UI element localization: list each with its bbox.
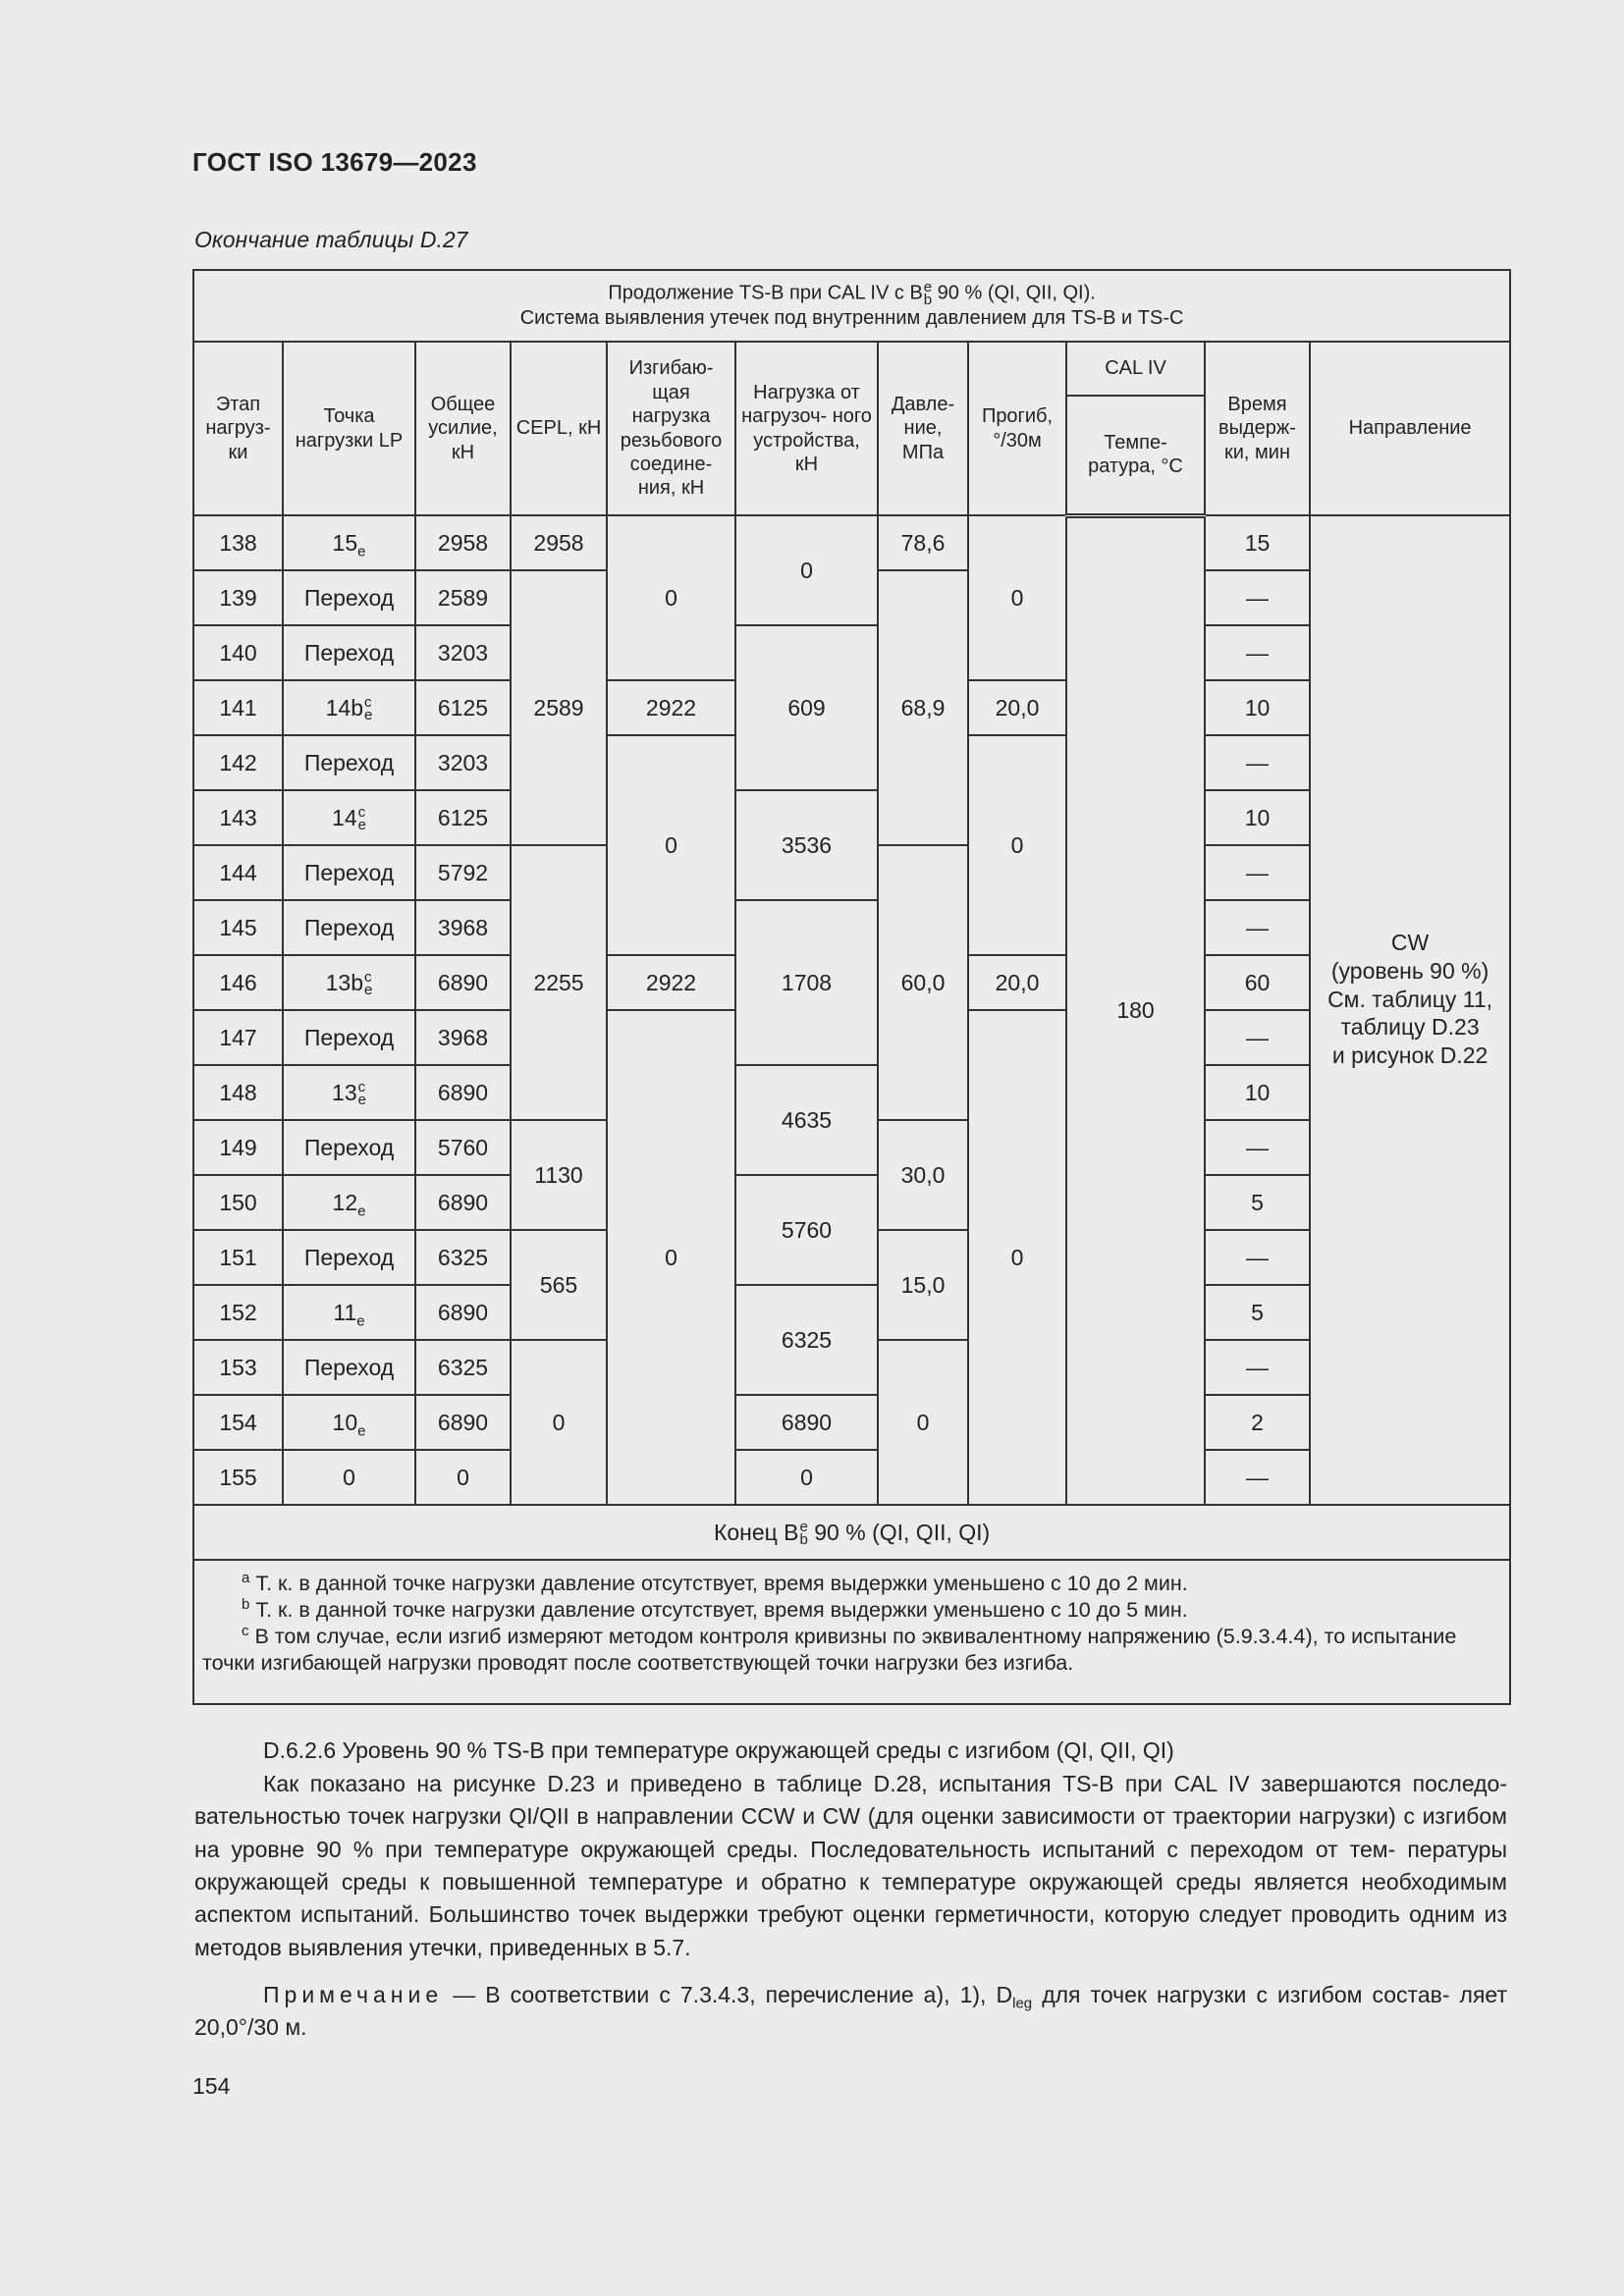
footnote-c: $^c$ В том случае, если изгиб измеряют методом контроля кривизны по эквивалентному напряжению (5.9.3.4.4), то испытание точки изгибающей нагрузки проводят после соответствующей точки нагрузки без изгиба.	[202, 1622, 1457, 1675]
cell-total-force: 3203	[415, 735, 511, 790]
cell-bending: 2922	[607, 680, 735, 735]
column-header-total-force: Общее усилие, кН	[415, 342, 511, 515]
cell-stage: 150	[193, 1175, 283, 1230]
cell-cepl: 2958	[511, 515, 607, 570]
cell-stage: 152	[193, 1285, 283, 1340]
cell-load-point: Переход	[283, 1120, 415, 1175]
cell-load-point: 14b c e	[283, 680, 415, 735]
table-footnotes	[193, 1560, 1510, 1704]
cell-load-point: $11_e$	[283, 1285, 415, 1340]
cell-deflection: 0	[968, 735, 1066, 955]
cell-device-load: 6890	[735, 1395, 878, 1450]
cell-deflection: 0	[968, 515, 1066, 680]
cell-stage: 141	[193, 680, 283, 735]
cell-stage: 148	[193, 1065, 283, 1120]
column-header-direction: Направление	[1310, 342, 1510, 515]
cell-hold-time: —	[1205, 1010, 1310, 1065]
cell-load-point: Переход	[283, 735, 415, 790]
cell-stage: 149	[193, 1120, 283, 1175]
section-body: Как показано на рисунке D.23 и приведено в таблице D.28, испытания TS-B при CAL IV завершаются последо- вательностью точек нагрузки QI/QII в направлении CCW и CW (для оценки зависимости от траектории нагрузки) с изгибом на уровне 90 % при температуре окружающей среды. Последовательность испытаний с переходом от тем- пературы окружающей среды к повышенной температуре и обратно к температуре окружающей среды является необходимым аспектом испытаний. Большинство точек выдержки требуют оценки герметичности, которую следует проводить одним из методов выявления утечки, приведенных в 5.7.	[194, 1771, 1507, 1960]
cell-load-point: $15_e$	[283, 515, 415, 570]
cell-stage: 138	[193, 515, 283, 570]
cell-pressure: 60,0	[878, 845, 968, 1120]
cell-hold-time: 15	[1205, 515, 1310, 570]
cell-bending: 0	[607, 515, 735, 680]
cell-cepl: 2255	[511, 845, 607, 1120]
cell-total-force: 6890	[415, 1065, 511, 1120]
cell-device-load: 3536	[735, 790, 878, 900]
cell-load-point: 0	[283, 1450, 415, 1505]
cell-deflection: 0	[968, 1010, 1066, 1505]
cell-deflection: 20,0	[968, 955, 1066, 1010]
cell-cepl: 565	[511, 1230, 607, 1340]
column-header-temperature: Темпе- ратура, °C	[1066, 396, 1205, 515]
cell-hold-time: 10	[1205, 680, 1310, 735]
footnote-a: $^a$ Т. к. в данной точке нагрузки давление отсутствует, время выдержки уменьшено с 10 до 2 мин.	[242, 1569, 1188, 1595]
cell-stage: 145	[193, 900, 283, 955]
column-header-hold-time: Время выдерж- ки, мин	[1205, 342, 1310, 515]
cell-hold-time: 2	[1205, 1395, 1310, 1450]
page-number: 154	[192, 2073, 231, 2099]
table-caption: Окончание таблицы D.27	[194, 227, 468, 252]
cell-stage: 144	[193, 845, 283, 900]
cell-bending: 0	[607, 735, 735, 955]
cell-total-force: 3968	[415, 900, 511, 955]
cell-device-load: 6325	[735, 1285, 878, 1395]
document-code: ГОСТ ISO 13679—2023	[192, 147, 477, 177]
cell-stage: 153	[193, 1340, 283, 1395]
cell-total-force: 3968	[415, 1010, 511, 1065]
column-header-stage: Этап нагруз- ки	[193, 342, 283, 515]
cell-cepl: 0	[511, 1340, 607, 1505]
cell-cepl: 2589	[511, 570, 607, 845]
table-title: Продолжение TS-B при CAL IV с B e b 90 % (QI, QII, QI). Система выявления утечек под внутренним давлением для TS-B и TS-C	[193, 270, 1510, 342]
cell-load-point: $12_e$	[283, 1175, 415, 1230]
cell-hold-time: —	[1205, 625, 1310, 680]
cell-stage: 143	[193, 790, 283, 845]
cell-hold-time: 5	[1205, 1175, 1310, 1230]
cell-temperature: 180	[1066, 515, 1205, 1505]
cell-total-force: 6890	[415, 1395, 511, 1450]
cell-hold-time: —	[1205, 1120, 1310, 1175]
cell-hold-time: —	[1205, 570, 1310, 625]
cell-hold-time: —	[1205, 845, 1310, 900]
cell-pressure: 68,9	[878, 570, 968, 845]
section-note: Примечание — В соответствии с 7.3.4.3, перечисление а), 1), $D_{leg}$ для точек нагрузки с изгибом состав- ляет 20,0°/30 м.	[194, 1982, 1507, 2041]
cell-total-force: 2589	[415, 570, 511, 625]
data-table	[192, 269, 1511, 1705]
column-header-deflection: Прогиб, °/30м	[968, 342, 1066, 515]
column-header-bending-load: Изгибаю- щая нагрузка резьбового соедине- ния, кН	[607, 342, 735, 515]
cell-stage: 147	[193, 1010, 283, 1065]
cell-load-point: Переход	[283, 845, 415, 900]
cell-hold-time: 5	[1205, 1285, 1310, 1340]
cell-device-load: 1708	[735, 900, 878, 1065]
cell-bending: 0	[607, 1010, 735, 1505]
cell-total-force: 5760	[415, 1120, 511, 1175]
cell-stage: 146	[193, 955, 283, 1010]
cell-load-point: Переход	[283, 625, 415, 680]
cell-load-point: Переход	[283, 1230, 415, 1285]
cell-total-force: 3203	[415, 625, 511, 680]
cell-pressure: 15,0	[878, 1230, 968, 1340]
cell-device-load: 0	[735, 515, 878, 625]
cell-total-force: 6890	[415, 955, 511, 1010]
cell-load-point: Переход	[283, 1340, 415, 1395]
cell-pressure: 30,0	[878, 1120, 968, 1230]
cell-load-point: 14 c e	[283, 790, 415, 845]
cell-total-force: 6125	[415, 790, 511, 845]
cell-pressure: 78,6	[878, 515, 968, 570]
cell-load-point: $10_e$	[283, 1395, 415, 1450]
footnote-b: $^b$ Т. к. в данной точке нагрузки давление отсутствует, время выдержки уменьшено с 10 до 5 мин.	[242, 1595, 1188, 1622]
cell-load-point: Переход	[283, 1010, 415, 1065]
cell-device-load: 5760	[735, 1175, 878, 1285]
cell-hold-time: 10	[1205, 790, 1310, 845]
cell-total-force: 5792	[415, 845, 511, 900]
cell-cepl: 1130	[511, 1120, 607, 1230]
cell-hold-time: 60	[1205, 955, 1310, 1010]
cell-total-force: 6890	[415, 1285, 511, 1340]
column-header-device-load: Нагрузка от нагрузоч- ного устройства, кН	[735, 342, 878, 515]
cell-device-load: 609	[735, 625, 878, 790]
cell-stage: 151	[193, 1230, 283, 1285]
cell-stage: 154	[193, 1395, 283, 1450]
cell-load-point: Переход	[283, 570, 415, 625]
cell-hold-time: —	[1205, 735, 1310, 790]
cell-hold-time: 10	[1205, 1065, 1310, 1120]
cell-total-force: 2958	[415, 515, 511, 570]
cell-device-load: 4635	[735, 1065, 878, 1175]
cell-load-point: 13b c e	[283, 955, 415, 1010]
cell-total-force: 6325	[415, 1230, 511, 1285]
cell-load-point: Переход	[283, 900, 415, 955]
cell-total-force: 6125	[415, 680, 511, 735]
table-end-row: Конец B e b 90 % (QI, QII, QI)	[193, 1505, 1510, 1560]
column-header-pressure: Давле- ние, МПа	[878, 342, 968, 515]
cell-load-point: 13 c e	[283, 1065, 415, 1120]
section-heading: D.6.2.6 Уровень 90 % TS-B при температуре окружающей среды с изгибом (QI, QII, QI)	[263, 1737, 1174, 1763]
cell-stage: 139	[193, 570, 283, 625]
cell-total-force: 0	[415, 1450, 511, 1505]
cell-device-load: 0	[735, 1450, 878, 1505]
cell-hold-time: —	[1205, 1340, 1310, 1395]
column-header-cepl: CEPL, кН	[511, 342, 607, 515]
cell-direction: CW (уровень 90 %) См. таблицу 11, таблицу D.23 и рисунок D.22	[1310, 515, 1510, 1505]
cell-bending: 2922	[607, 955, 735, 1010]
column-header-cal: CAL IV	[1066, 342, 1205, 396]
cell-stage: 140	[193, 625, 283, 680]
cell-hold-time: —	[1205, 1450, 1310, 1505]
cell-stage: 142	[193, 735, 283, 790]
column-header-load-point: Точка нагрузки LP	[283, 342, 415, 515]
cell-deflection: 20,0	[968, 680, 1066, 735]
cell-hold-time: —	[1205, 1230, 1310, 1285]
cell-pressure: 0	[878, 1340, 968, 1505]
cell-total-force: 6325	[415, 1340, 511, 1395]
cell-total-force: 6890	[415, 1175, 511, 1230]
cell-stage: 155	[193, 1450, 283, 1505]
cell-hold-time: —	[1205, 900, 1310, 955]
